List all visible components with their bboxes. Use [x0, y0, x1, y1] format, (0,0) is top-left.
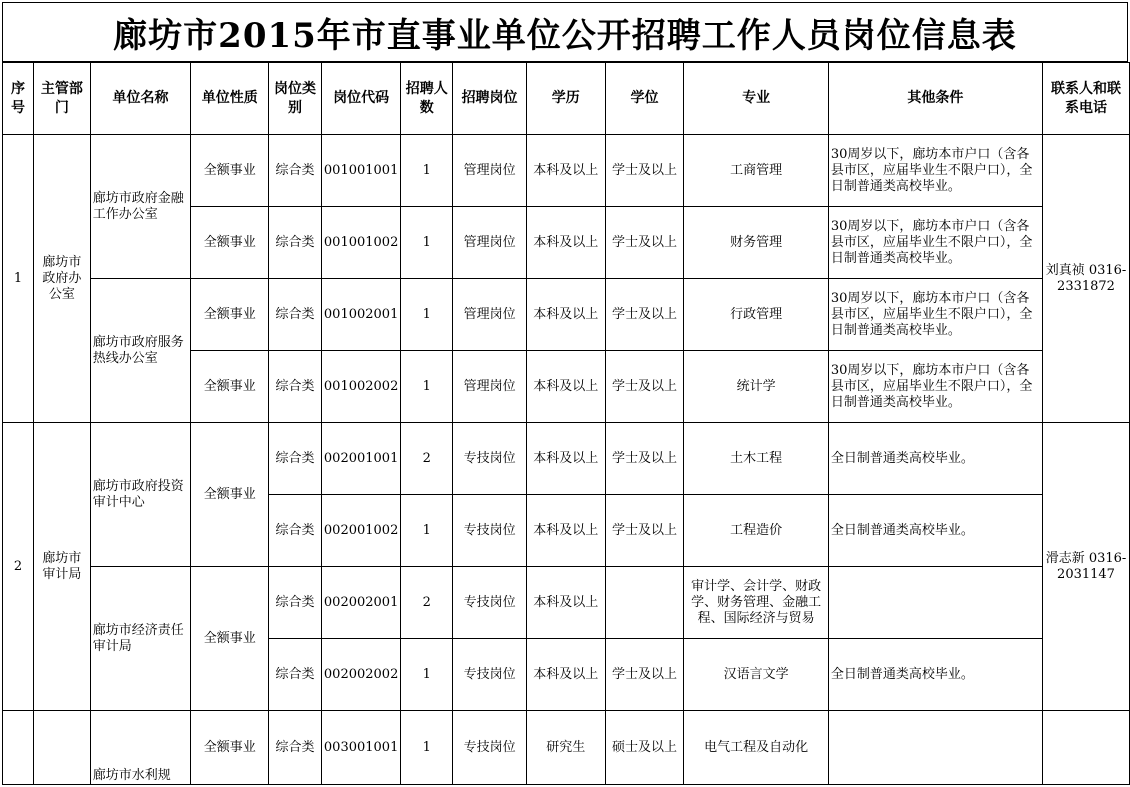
header-education: 学历	[526, 63, 605, 135]
post-cell: 管理岗位	[453, 207, 527, 279]
contact-cell: 滑志新 0316-2031147	[1043, 423, 1130, 711]
major-cell: 土木工程	[684, 423, 828, 495]
dept-cell: 廊坊市政府办公室	[33, 135, 90, 423]
conditions-cell	[828, 567, 1042, 639]
contact-cell	[1043, 711, 1130, 785]
post-cell: 管理岗位	[453, 351, 527, 423]
code-cell: 003001001	[321, 711, 400, 785]
code-cell: 002002002	[321, 639, 400, 711]
conditions-cell: 全日制普通类高校毕业。	[828, 495, 1042, 567]
page-title: 廊坊市2015年市直事业单位公开招聘工作人员岗位信息表	[113, 15, 1017, 56]
header-unit: 单位名称	[90, 63, 191, 135]
dept-cell: 廊坊市审计局	[33, 423, 90, 711]
code-cell: 001001001	[321, 135, 400, 207]
count-cell: 1	[401, 495, 453, 567]
education-cell: 本科及以上	[526, 567, 605, 639]
seq-cell: 1	[3, 135, 34, 423]
degree-cell: 学士及以上	[605, 351, 684, 423]
unit-cell: 廊坊市政府服务热线办公室	[90, 279, 191, 423]
education-cell: 本科及以上	[526, 639, 605, 711]
table-row	[3, 423, 1130, 495]
unit-cell: 廊坊市水利规	[90, 711, 191, 785]
conditions-cell	[828, 711, 1042, 785]
header-row	[3, 63, 1130, 135]
nature-cell: 全额事业	[191, 351, 269, 423]
header-degree: 学位	[605, 63, 684, 135]
major-cell: 工程造价	[684, 495, 828, 567]
contact-cell: 刘真祯 0316-2331872	[1043, 135, 1130, 423]
count-cell: 1	[401, 207, 453, 279]
category-cell: 综合类	[269, 351, 322, 423]
education-cell: 本科及以上	[526, 423, 605, 495]
table-row	[3, 711, 1130, 785]
category-cell: 综合类	[269, 207, 322, 279]
category-cell: 综合类	[269, 495, 322, 567]
degree-cell: 学士及以上	[605, 495, 684, 567]
conditions-cell: 30周岁以下，廊坊本市户口（含各县市区，应届毕业生不限户口），全日制普通类高校毕业。	[828, 351, 1042, 423]
major-cell: 汉语言文学	[684, 639, 828, 711]
table-row	[3, 135, 1130, 207]
major-cell: 电气工程及自动化	[684, 711, 828, 785]
category-cell: 综合类	[269, 639, 322, 711]
code-cell: 001001002	[321, 207, 400, 279]
degree-cell: 硕士及以上	[605, 711, 684, 785]
post-cell: 专技岗位	[453, 711, 527, 785]
job-table	[2, 62, 1130, 785]
conditions-cell: 全日制普通类高校毕业。	[828, 639, 1042, 711]
count-cell: 1	[401, 279, 453, 351]
conditions-cell: 全日制普通类高校毕业。	[828, 423, 1042, 495]
degree-cell: 学士及以上	[605, 279, 684, 351]
nature-cell: 全额事业	[191, 279, 269, 351]
header-nature: 单位性质	[191, 63, 269, 135]
header-post: 招聘岗位	[453, 63, 527, 135]
count-cell: 2	[401, 567, 453, 639]
table-row	[3, 567, 1130, 639]
code-cell: 002002001	[321, 567, 400, 639]
degree-cell: 学士及以上	[605, 207, 684, 279]
category-cell: 综合类	[269, 567, 322, 639]
header-category: 岗位类别	[269, 63, 322, 135]
title-bar	[2, 2, 1128, 62]
count-cell: 1	[401, 135, 453, 207]
unit-cell: 廊坊市经济责任审计局	[90, 567, 191, 711]
code-cell: 001002001	[321, 279, 400, 351]
category-cell: 综合类	[269, 135, 322, 207]
education-cell: 本科及以上	[526, 495, 605, 567]
degree-cell: 学士及以上	[605, 423, 684, 495]
count-cell: 1	[401, 711, 453, 785]
education-cell: 本科及以上	[526, 207, 605, 279]
degree-cell	[605, 567, 684, 639]
nature-cell: 全额事业	[191, 711, 269, 785]
header-contact: 联系人和联系电话	[1043, 63, 1130, 135]
category-cell: 综合类	[269, 423, 322, 495]
category-cell: 综合类	[269, 711, 322, 785]
education-cell: 本科及以上	[526, 279, 605, 351]
major-cell: 工商管理	[684, 135, 828, 207]
header-major: 专业	[684, 63, 828, 135]
seq-cell: 2	[3, 423, 34, 711]
nature-cell: 全额事业	[191, 423, 269, 567]
conditions-cell: 30周岁以下，廊坊本市户口（含各县市区，应届毕业生不限户口），全日制普通类高校毕业。	[828, 207, 1042, 279]
post-cell: 管理岗位	[453, 135, 527, 207]
unit-cell: 廊坊市政府投资审计中心	[90, 423, 191, 567]
major-cell: 统计学	[684, 351, 828, 423]
nature-cell: 全额事业	[191, 135, 269, 207]
major-cell: 行政管理	[684, 279, 828, 351]
education-cell: 研究生	[526, 711, 605, 785]
code-cell: 002001002	[321, 495, 400, 567]
header-code: 岗位代码	[321, 63, 400, 135]
category-cell: 综合类	[269, 279, 322, 351]
count-cell: 1	[401, 639, 453, 711]
code-cell: 001002002	[321, 351, 400, 423]
education-cell: 本科及以上	[526, 351, 605, 423]
header-seq: 序号	[3, 63, 34, 135]
count-cell: 1	[401, 351, 453, 423]
seq-cell	[3, 711, 34, 785]
major-cell: 财务管理	[684, 207, 828, 279]
degree-cell: 学士及以上	[605, 639, 684, 711]
header-conditions: 其他条件	[828, 63, 1042, 135]
nature-cell: 全额事业	[191, 207, 269, 279]
post-cell: 专技岗位	[453, 639, 527, 711]
unit-cell: 廊坊市政府金融工作办公室	[90, 135, 191, 279]
post-cell: 管理岗位	[453, 279, 527, 351]
education-cell: 本科及以上	[526, 135, 605, 207]
header-count: 招聘人数	[401, 63, 453, 135]
header-dept: 主管部门	[33, 63, 90, 135]
nature-cell: 全额事业	[191, 567, 269, 711]
post-cell: 专技岗位	[453, 495, 527, 567]
conditions-cell: 30周岁以下，廊坊本市户口（含各县市区，应届毕业生不限户口），全日制普通类高校毕业。	[828, 135, 1042, 207]
count-cell: 2	[401, 423, 453, 495]
table-row	[3, 279, 1130, 351]
major-cell: 审计学、会计学、财政学、财务管理、金融工程、国际经济与贸易	[684, 567, 828, 639]
degree-cell: 学士及以上	[605, 135, 684, 207]
post-cell: 专技岗位	[453, 567, 527, 639]
dept-cell	[33, 711, 90, 785]
conditions-cell: 30周岁以下，廊坊本市户口（含各县市区，应届毕业生不限户口），全日制普通类高校毕业。	[828, 279, 1042, 351]
code-cell: 002001001	[321, 423, 400, 495]
post-cell: 专技岗位	[453, 423, 527, 495]
